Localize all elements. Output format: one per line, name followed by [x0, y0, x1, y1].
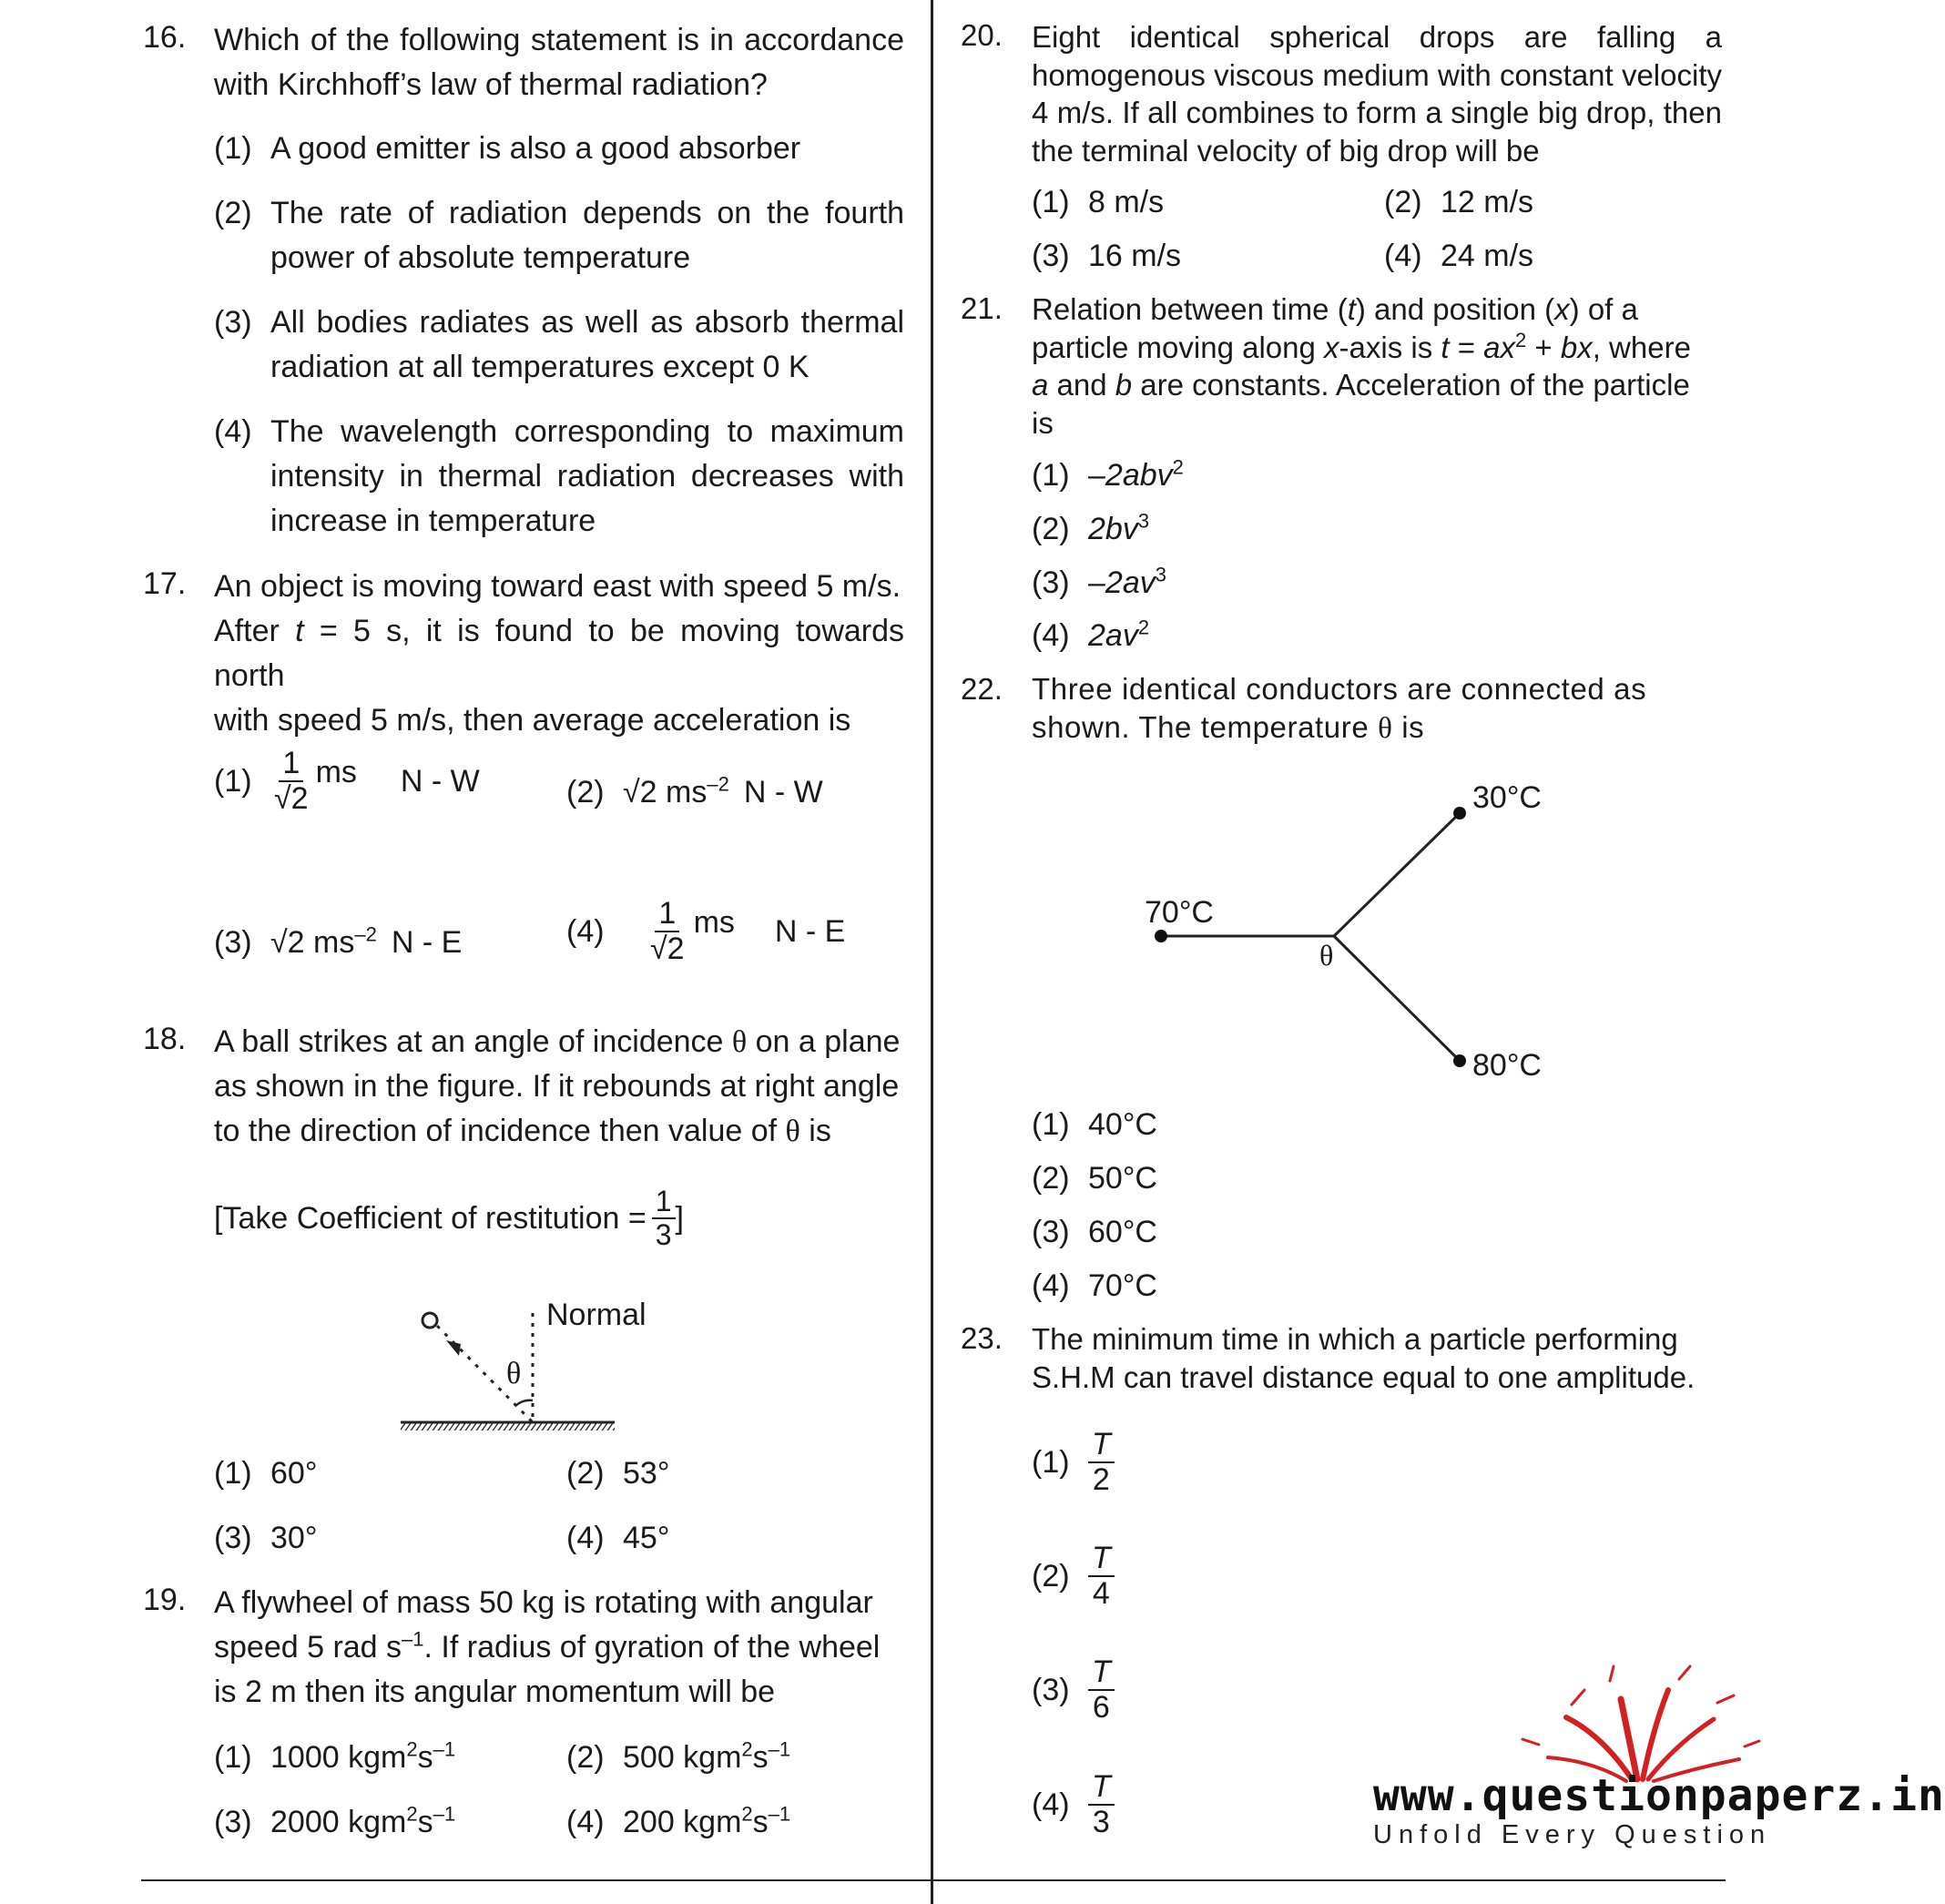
q19-option-2-e1: 2 — [741, 1737, 753, 1761]
q21-option-1-number: (1) — [1032, 458, 1070, 493]
q17-option-3-direction: N - E — [391, 925, 463, 960]
q18-line-1-b: on a plane — [747, 1024, 901, 1059]
q19-option-1 — [214, 1736, 455, 1780]
q17-line-2 — [214, 609, 904, 698]
q16-option-2-number: (2) — [214, 196, 252, 230]
q23-option-1-num: T — [1088, 1428, 1115, 1463]
q23-number: 23. — [961, 1321, 1003, 1355]
q17-option-1-num: 1 — [279, 747, 303, 782]
q21-l1-b: ) and position ( — [1355, 292, 1555, 326]
q21-l2-d: + — [1526, 330, 1561, 364]
q17-option-3-number: (3) — [214, 925, 252, 960]
q19-option-2 — [566, 1736, 790, 1780]
q19-option-3-b: s — [417, 1805, 433, 1839]
q23-option-2-fraction — [1088, 1542, 1115, 1612]
q21-option-4-number: (4) — [1032, 618, 1070, 653]
q20-option-2 — [1384, 180, 1533, 225]
q22-line-2 — [1032, 708, 1722, 748]
q19-option-4-b: s — [752, 1805, 769, 1839]
q22-label-theta: θ — [1319, 939, 1334, 972]
q22-option-1-text: 40°C — [1088, 1107, 1157, 1142]
q18-text — [214, 1020, 904, 1154]
q17-option-1 — [214, 747, 480, 817]
q23-text — [1032, 1320, 1722, 1396]
q18-angle-arc — [515, 1400, 533, 1406]
q20-option-3 — [1032, 234, 1181, 279]
q21-l2-c: = — [1449, 330, 1484, 364]
watermark-tagline: Unfold Every Question — [1373, 1820, 1772, 1849]
q16-option-3 — [214, 300, 904, 390]
q21-l1-x: x — [1554, 292, 1570, 326]
q21-l1-a: Relation between time ( — [1032, 292, 1348, 326]
q18-figure-theta: θ — [506, 1357, 522, 1390]
q19-option-1-b: s — [417, 1740, 433, 1775]
q18-option-3-number: (3) — [214, 1521, 252, 1555]
q19-option-3 — [214, 1800, 455, 1845]
q21-option-1-text: –2abv — [1088, 458, 1173, 493]
q20-option-2-number: (2) — [1384, 185, 1422, 219]
q19-line-1: A flywheel of mass 50 kg is rotating with angular — [214, 1585, 873, 1620]
q23-option-2-number: (2) — [1032, 1558, 1070, 1593]
q22-option-4-number: (4) — [1032, 1268, 1070, 1303]
q18-option-3-text: 30° — [270, 1521, 318, 1555]
q16-option-3-text: All bodies radiates as well as absorb thermal radiation at all temperatures except 0 K — [270, 305, 904, 384]
q17-option-2-number: (2) — [566, 775, 605, 809]
q16-option-4-text: The wavelength corresponding to maximum intensity in thermal radiation decreases with increase in temperature — [270, 414, 904, 538]
watermark-site: www.questionpaperz.in — [1373, 1770, 1945, 1821]
q17-option-2-exp: –2 — [707, 772, 729, 796]
q20-text: Eight identical spherical drops are falling a homogenous viscous medium with constant velocity 4 m/s. If all combines to form a single big drop, then the terminal velocity of big drop will be — [1032, 20, 1722, 168]
q21-l2-t: t — [1441, 330, 1450, 364]
q17-option-4-unit: ms — [693, 904, 735, 940]
q22-option-1 — [1032, 1103, 1157, 1147]
q22-conductor-top — [1334, 813, 1460, 936]
q23-option-4-number: (4) — [1032, 1787, 1070, 1822]
q19-line-3: is 2 m then its angular momentum will be — [214, 1675, 776, 1709]
q20-option-1 — [1032, 180, 1164, 225]
q23-option-2-num: T — [1088, 1542, 1115, 1577]
q18-restitution-fraction — [652, 1186, 676, 1251]
q17-option-2 — [566, 770, 823, 815]
q19-line-2-a: speed 5 rad s — [214, 1630, 402, 1665]
q19-option-4 — [566, 1800, 790, 1845]
q23-option-1-den: 2 — [1092, 1462, 1110, 1498]
q19-option-3-a: 2000 kgm — [270, 1805, 407, 1839]
q18-normal-label: Normal — [546, 1298, 647, 1332]
q23-option-1-number: (1) — [1032, 1444, 1070, 1480]
q17-option-1-fraction — [270, 747, 312, 817]
q18-option-3 — [214, 1516, 317, 1561]
q18-theta-1: θ — [731, 1025, 748, 1059]
q19-option-4-e1: 2 — [741, 1802, 753, 1826]
q19-option-4-number: (4) — [566, 1805, 605, 1839]
q17-option-1-direction: N - W — [400, 763, 480, 799]
q22-option-3 — [1032, 1210, 1157, 1255]
q22-option-2-text: 50°C — [1088, 1161, 1157, 1196]
q18-option-2 — [566, 1451, 669, 1496]
q21-l2-ax: ax — [1483, 330, 1515, 364]
q20-number: 20. — [961, 18, 1003, 52]
q17-option-2-value: √2 ms — [623, 775, 708, 809]
q21-line-2 — [1032, 329, 1722, 367]
bottom-rule — [141, 1879, 1726, 1881]
q18-option-4-number: (4) — [566, 1521, 605, 1555]
q21-l2-x: x — [1324, 330, 1339, 364]
q21-option-3-text: –2av — [1088, 565, 1156, 600]
column-divider — [931, 0, 933, 1904]
q17-option-1-number: (1) — [214, 763, 252, 799]
q23-option-4 — [1032, 1770, 1115, 1840]
q22-text — [1032, 670, 1722, 748]
q20-option-4-text: 24 m/s — [1441, 239, 1534, 273]
q18-line-1 — [214, 1020, 904, 1064]
q19-option-3-e2: –1 — [433, 1802, 456, 1826]
q19-option-4-a: 200 kgm — [623, 1805, 742, 1839]
q23-option-4-fraction — [1088, 1770, 1115, 1840]
q22-node-30 — [1453, 807, 1466, 820]
q19-line-2-b: . If radius of gyration of the wheel — [423, 1630, 881, 1665]
q18-option-1-number: (1) — [214, 1456, 252, 1491]
q16-option-4 — [214, 410, 904, 544]
q23-option-3 — [1032, 1655, 1115, 1726]
q18-take-num: 1 — [652, 1186, 676, 1219]
q16-option-2-text: The rate of radiation depends on the fourth power of absolute temperature — [270, 196, 904, 275]
q19-option-4-e2: –1 — [768, 1802, 791, 1826]
q22-option-4-text: 70°C — [1088, 1268, 1157, 1303]
q22-l2-theta: θ — [1378, 711, 1393, 745]
q18-theta-2: θ — [785, 1115, 800, 1148]
q18-line-2: as shown in the figure. If it rebounds at right angle — [214, 1069, 900, 1104]
q21-line-4: is — [1032, 405, 1054, 440]
q21-l2-bx: bx — [1560, 330, 1593, 364]
q21-option-1 — [1032, 453, 1184, 498]
q16-option-4-number: (4) — [214, 414, 252, 449]
q19-option-1-e2: –1 — [433, 1737, 456, 1761]
q17-option-4-num: 1 — [655, 897, 679, 932]
q21-option-4-exp: 2 — [1137, 616, 1150, 639]
q17-option-3 — [214, 921, 462, 965]
q21-l3-d: are constants. Acceleration of the particle — [1132, 368, 1690, 402]
q21-text — [1032, 290, 1722, 442]
q23-option-4-den: 3 — [1092, 1805, 1110, 1840]
q23-option-1-fraction — [1088, 1428, 1115, 1498]
q21-option-3 — [1032, 561, 1166, 606]
q21-l1-c: ) of a — [1569, 292, 1638, 326]
q22-option-3-text: 60°C — [1088, 1215, 1157, 1249]
q22-option-3-number: (3) — [1032, 1215, 1070, 1249]
q18-option-2-text: 53° — [623, 1456, 670, 1491]
q21-line-3 — [1032, 366, 1722, 404]
q21-option-2-exp: 3 — [1137, 509, 1150, 533]
q17-number: 17. — [143, 566, 187, 601]
q17-option-4-direction: N - E — [774, 913, 846, 949]
q19-option-1-e1: 2 — [406, 1737, 418, 1761]
q19-option-2-b: s — [752, 1740, 769, 1775]
q16-number: 16. — [143, 20, 187, 55]
q17-option-4 — [566, 897, 845, 967]
q21-l1-t: t — [1347, 292, 1356, 326]
q21-option-4-text: 2av — [1088, 618, 1138, 653]
q21-l2-e: 2 — [1515, 328, 1527, 351]
q18-arrow-head — [446, 1340, 461, 1356]
q22-conductor-bottom — [1334, 936, 1460, 1061]
q18-line-3 — [214, 1109, 904, 1154]
q22-option-4 — [1032, 1264, 1157, 1308]
q23-option-2-den: 4 — [1092, 1576, 1110, 1612]
q21-l3-a: a — [1032, 368, 1049, 402]
q19-line-2 — [214, 1625, 904, 1670]
q17-line-2-t: t — [295, 614, 304, 648]
q23-option-3-fraction — [1088, 1655, 1115, 1726]
q20-option-1-number: (1) — [1032, 185, 1070, 219]
q20-option-1-text: 8 m/s — [1088, 185, 1165, 219]
q21-option-3-number: (3) — [1032, 565, 1070, 600]
q16-option-1-number: (1) — [214, 131, 252, 166]
q17-option-2-direction: N - W — [743, 775, 823, 809]
q18-option-1-text: 60° — [270, 1456, 318, 1491]
q19-option-2-number: (2) — [566, 1740, 605, 1775]
q22-option-2-number: (2) — [1032, 1161, 1070, 1196]
q19-number: 19. — [143, 1583, 187, 1617]
q23-option-3-number: (3) — [1032, 1672, 1070, 1707]
q18-option-1 — [214, 1451, 317, 1496]
q22-line-1: Three identical conductors are connected as — [1032, 672, 1647, 706]
q21-option-2 — [1032, 507, 1149, 552]
q21-option-2-number: (2) — [1032, 512, 1070, 546]
q23-option-3-num: T — [1088, 1655, 1115, 1691]
q18-line-1-a: A ball strikes at an angle of incidence — [214, 1024, 732, 1059]
q23-line-2: S.H.M can travel distance equal to one amplitude. — [1032, 1359, 1696, 1394]
q18-restitution-note — [214, 1186, 684, 1251]
q19-line-2-exp: –1 — [402, 1627, 424, 1651]
q21-l2-a: particle moving along — [1032, 330, 1325, 364]
q21-line-1 — [1032, 290, 1722, 329]
q19-option-3-e1: 2 — [406, 1802, 418, 1826]
q17-option-4-fraction — [647, 897, 688, 967]
q18-take-end: ] — [675, 1200, 684, 1236]
q21-option-1-exp: 2 — [1172, 455, 1184, 479]
q16-text: Which of the following statement is in accordance with Kirchhoff’s law of thermal radiation? — [214, 23, 904, 102]
q21-l2-f: , where — [1592, 330, 1691, 364]
q23-option-4-num: T — [1088, 1770, 1115, 1806]
q23-option-2 — [1032, 1542, 1115, 1612]
q16-option-2 — [214, 191, 904, 280]
q18-option-4-text: 45° — [623, 1521, 670, 1555]
q21-l3-c: b — [1115, 368, 1133, 402]
q18-plane-hatching — [401, 1423, 615, 1431]
q20-option-3-text: 16 m/s — [1088, 239, 1182, 273]
q18-option-2-number: (2) — [566, 1456, 605, 1491]
q17-option-4-den: √2 — [650, 932, 685, 967]
q22-label-30: 30°C — [1472, 780, 1542, 815]
q21-option-2-text: 2bv — [1088, 512, 1138, 546]
q22-node-80 — [1453, 1054, 1466, 1067]
q23-option-3-den: 6 — [1092, 1690, 1110, 1726]
q20-option-3-number: (3) — [1032, 239, 1070, 273]
q17-line-3: with speed 5 m/s, then average acceleration is — [214, 703, 851, 738]
q17-line-2-b: = 5 s, it is found to be moving towards north — [214, 614, 905, 693]
q19-option-2-e2: –1 — [768, 1737, 791, 1761]
q17-option-1-unit: ms — [315, 754, 357, 789]
q16-option-1 — [214, 127, 800, 171]
q19-option-2-a: 500 kgm — [623, 1740, 742, 1775]
q19-option-1-a: 1000 kgm — [270, 1740, 407, 1775]
q22-number: 22. — [961, 672, 1003, 706]
q18-option-4 — [566, 1516, 669, 1561]
q18-line-3-a: to the direction of incidence then value of — [214, 1114, 786, 1148]
q21-l2-b: -axis is — [1339, 330, 1441, 364]
q18-take-den: 3 — [655, 1218, 672, 1252]
q19-option-1-number: (1) — [214, 1740, 252, 1775]
q17-text — [214, 565, 904, 743]
q20-option-4-number: (4) — [1384, 239, 1422, 273]
q19-text — [214, 1581, 904, 1715]
q22-label-70: 70°C — [1145, 895, 1214, 930]
q22-l2-a: shown. The temperature — [1032, 709, 1379, 744]
q18-number: 18. — [143, 1022, 187, 1056]
q21-option-4 — [1032, 614, 1149, 658]
q22-option-2 — [1032, 1156, 1157, 1201]
q20-option-2-text: 12 m/s — [1441, 185, 1534, 219]
q22-figure — [1147, 801, 1475, 1074]
q22-l2-b: is — [1392, 709, 1425, 744]
q22-label-80: 80°C — [1472, 1048, 1542, 1083]
q19-option-3-number: (3) — [214, 1805, 252, 1839]
q23-line-1: The minimum time in which a particle performing — [1032, 1322, 1678, 1356]
q16-option-1-text: A good emitter is also a good absorber — [270, 131, 801, 166]
q22-option-1-number: (1) — [1032, 1107, 1070, 1142]
q17-line-1: An object is moving toward east with speed 5 m/s. — [214, 569, 901, 604]
q23-option-1 — [1032, 1428, 1115, 1498]
q18-take-text: [Take Coefficient of restitution = — [214, 1200, 647, 1236]
q21-option-3-exp: 3 — [1155, 563, 1166, 586]
q21-number: 21. — [961, 291, 1003, 325]
q18-line-3-b: is — [799, 1114, 831, 1148]
q17-option-3-exp: –2 — [354, 922, 377, 946]
q20-option-4 — [1384, 234, 1533, 279]
q21-l3-b: and — [1048, 368, 1115, 402]
q17-line-2-a: After — [214, 614, 296, 648]
q17-option-3-value: √2 ms — [270, 925, 355, 960]
q18-ball — [423, 1313, 437, 1328]
q16-option-3-number: (3) — [214, 305, 252, 340]
q17-option-4-number: (4) — [566, 913, 605, 949]
q17-option-1-den: √2 — [274, 781, 309, 817]
